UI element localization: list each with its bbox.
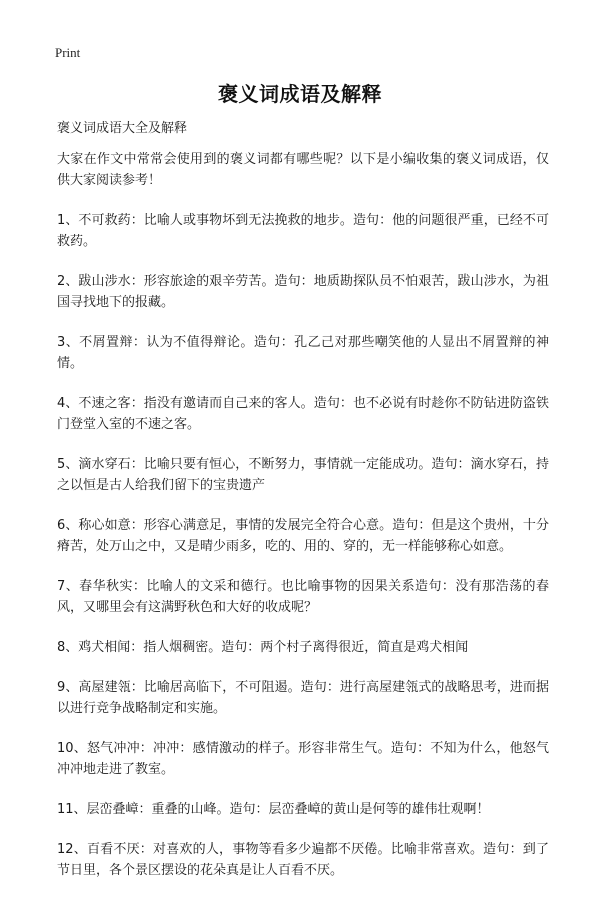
idiom-entry-10: 10、怒气冲冲：冲冲：感情激动的样子。形容非常生气。造句：不知为什么，他怒气冲冲地走进了教室。 (57, 741, 549, 777)
idiom-entry-2: 2、跋山涉水：形容旅途的艰辛劳苦。造句：地质勘探队员不怕艰苦，跋山涉水，为祖国寻找地下的报藏。 (57, 274, 549, 310)
idiom-entry-9: 9、高屋建瓴：比喻居高临下，不可阻遏。造句：进行高屋建瓴式的战略思考，进而据以进行竞争战略制定和实施。 (57, 680, 549, 716)
idiom-entry-4: 4、不速之客：指没有邀请而自己来的客人。造句：也不必说有时趁你不防钻进防盗铁门登堂入室的不速之客。 (57, 396, 549, 432)
idiom-entry-12: 12、百看不厌：对喜欢的人，事物等看多少遍都不厌倦。比喻非常喜欢。造句：到了节日里，各个景区摆设的花朵真是让人百看不厌。 (57, 842, 549, 878)
idiom-entry-1: 1、不可救药：比喻人或事物坏到无法挽救的地步。造句：他的问题很严重，已经不可救药。 (57, 213, 549, 249)
idiom-entry-7: 7、春华秋实：比喻人的文采和德行。也比喻事物的因果关系造句：没有那浩荡的春风，又哪里会有这满野秋色和大好的收成呢？ (57, 579, 549, 615)
idiom-entry-5: 5、滴水穿石：比喻只要有恒心，不断努力，事情就一定能成功。造句：滴水穿石，持之以恒是古人给我们留下的宝贵遗产 (57, 457, 549, 493)
idiom-entry-6: 6、称心如意：形容心满意足，事情的发展完全符合心意。造句：但是这个贵州，十分瘠苦，处万山之中，又是晴少雨多，吃的、用的、穿的，无一样能够称心如意。 (57, 518, 549, 554)
idiom-entry-3: 3、不屑置辩：认为不值得辩论。造句：孔乙己对那些嘲笑他的人显出不屑置辩的神情。 (57, 335, 549, 371)
idiom-entry-11: 11、层峦叠嶂：重叠的山峰。造句：层峦叠嶂的黄山是何等的雄伟壮观啊！ (57, 802, 490, 817)
page-title: 褒义词成语及解释 (218, 82, 382, 106)
article-body (57, 118, 549, 900)
intro-paragraph: 大家在作文中常常会使用到的褒义词都有哪些呢？以下是小编收集的褒义词成语，仅供大家阅读参考！ (57, 152, 549, 188)
article-subtitle: 褒义词成语大全及解释 (57, 121, 188, 136)
print-link[interactable]: Print (55, 45, 81, 60)
idiom-entry-8: 8、鸡犬相闻：指人烟稠密。造句：两个村子离得很近，简直是鸡犬相闻 (57, 640, 469, 655)
